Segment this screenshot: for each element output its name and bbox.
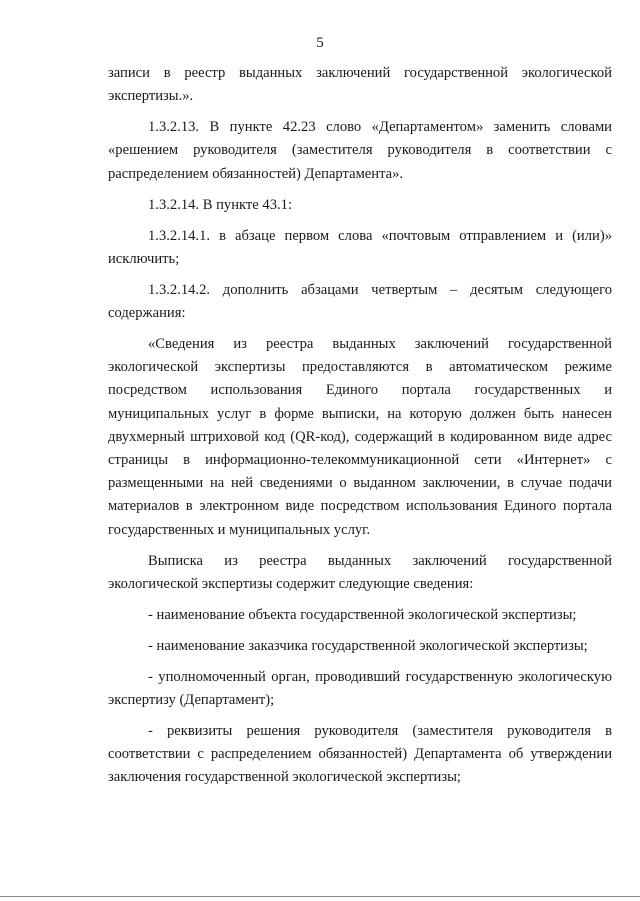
page-number: 5	[316, 35, 324, 51]
paragraph-continuation: записи в реестр выданных заключений государственной экологической экспертизы.».	[108, 65, 612, 105]
list-item-customer-name: - наименование заказчика государственной экологической экспертизы;	[148, 637, 588, 654]
list-item-object-name: - наименование объекта государственной экологической экспертизы;	[148, 606, 577, 623]
paragraph-1-3-2-14-1: 1.3.2.14.1. в абзаце первом слова «почтовым отправлением и (или)» исключить;	[108, 227, 612, 267]
paragraph-1-3-2-14: 1.3.2.14. В пункте 43.1:	[148, 196, 293, 213]
paragraph-registry-info: «Сведения из реестра выданных заключений государственной экологической экспертизы предоставляются в автоматическом режиме посредством использования Единого портала государственных и муниципальных услуг в форме выписки, на которую должен быть нанесен двухмерный штриховой код (QR-код), содержащий в кодированном виде адрес страницы в информационно-телекоммуникационной сети «Интернет» с размещенными на ней сведениями о выданном заключении, в случае подачи материалов в электронном виде посредством использования Единого портала государственных и муниципальных услуг.	[108, 336, 612, 538]
paragraph-1-3-2-14-2: 1.3.2.14.2. дополнить абзацами четвертым – десятым следующего содержания:	[108, 281, 612, 322]
paragraph-extract-contents: Выписка из реестра выданных заключений государственной экологической экспертизы содержит следующие сведения:	[108, 552, 612, 592]
list-item-decision-details: - реквизиты решения руководителя (заместителя руководителя в соответствии с распределением обязанностей) Департамента об утверждении заключения государственной экологической экспертизы;	[108, 723, 612, 786]
list-item-authorized-body: - уполномоченный орган, проводивший государственную экологическую экспертизу (Департамент);	[108, 668, 612, 709]
bottom-rule	[0, 896, 640, 897]
document-body	[108, 62, 612, 797]
paragraph-1-3-2-13: 1.3.2.13. В пункте 42.23 слово «Департаментом» заменить словами «решением руководителя (заместителя руководителя в соответствии с распределением обязанностей) Департамента».	[108, 119, 612, 182]
